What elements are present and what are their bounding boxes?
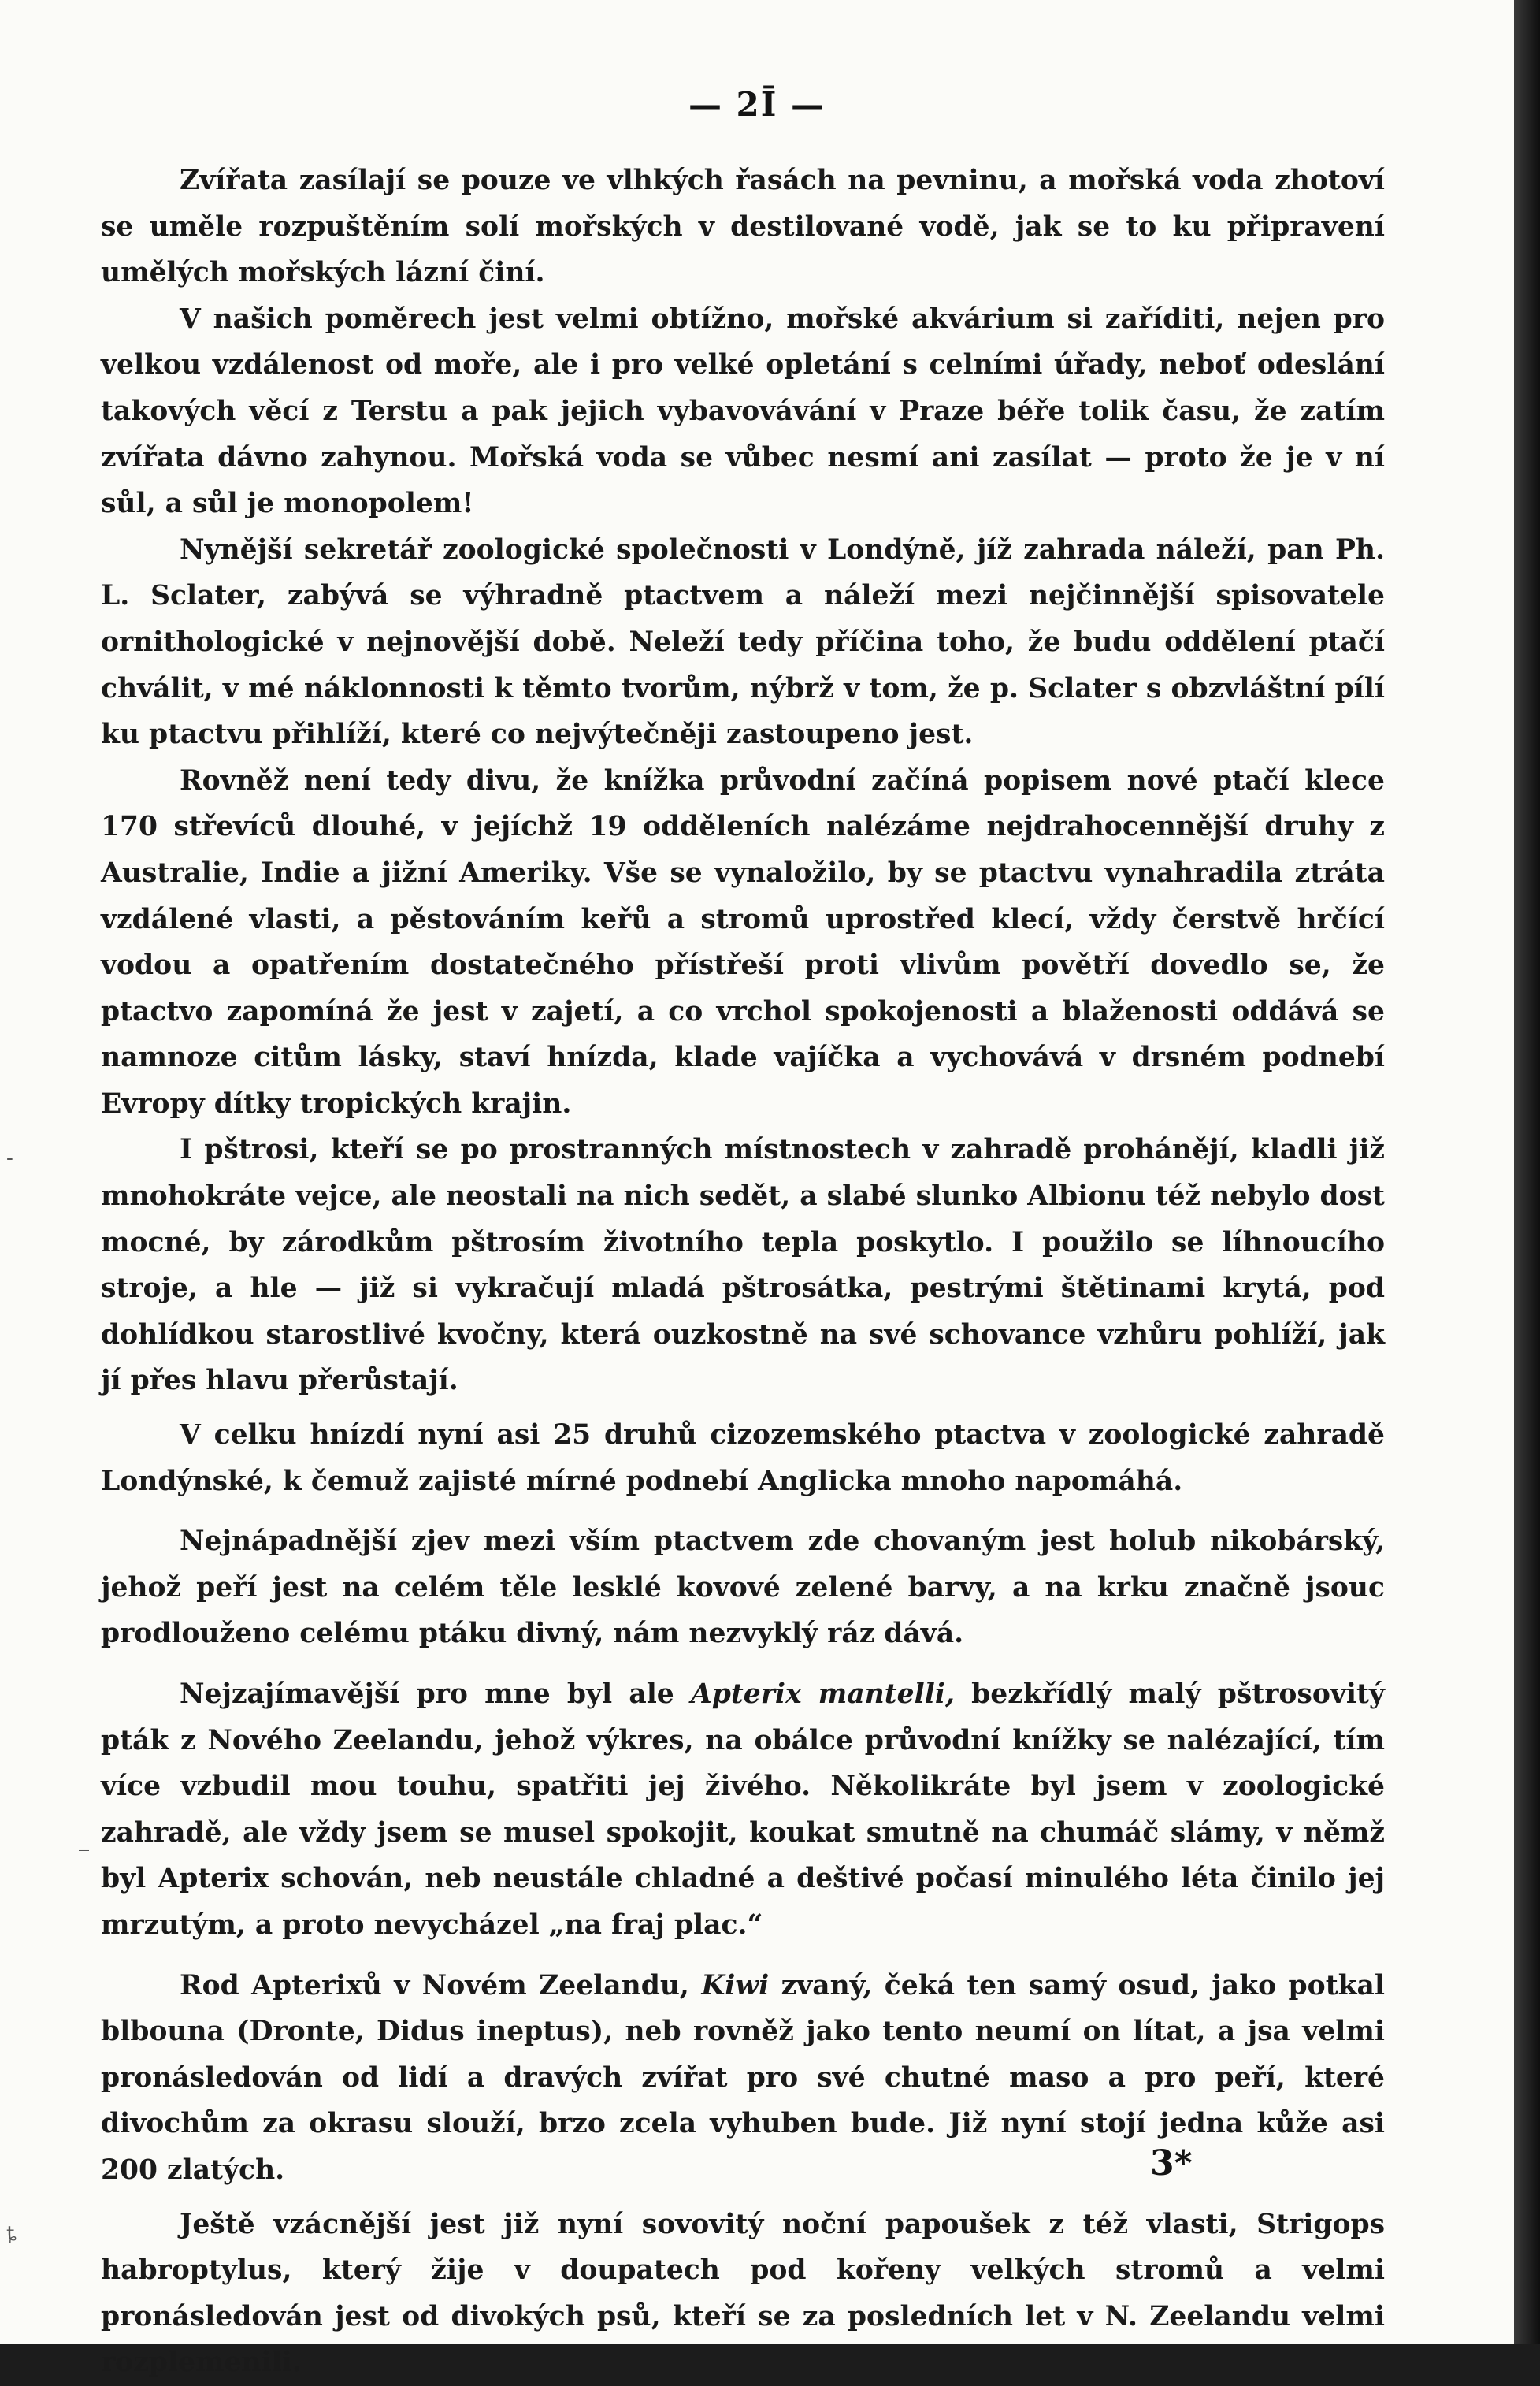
paragraph: Nejnápadnější zjev mezi vším ptactvem zde chovaným jest holub nikobárský, jehož peří jest na celém těle lesklé kovové zelené barvy, a na krku značně jsouc prodlouženo celému ptáku divný, nám nezvyklý ráz dává. (101, 1526, 1385, 1650)
italic-species-name: Apterix mantelli, (690, 1678, 955, 1710)
paragraph: Nynější sekretář zoologické společnosti v Londýně, jíž zahrada náleží, pan Ph. L. Sclater, zabývá se výhradně ptactvem a náleží mezi nejčinnější spisovatele ornithologické v nejnovější době. Neleží tedy příčina toho, že budu oddělení ptačí chválit, v mé náklonnosti k těmto tvorům, nýbrž v tom, že p. Sclater s obzvláštní pílí ku ptactvu přihlíží, které co nejvýtečněji zastoupeno jest. (101, 533, 1385, 751)
paragraph-text: Rod Apterixů v Novém Zeelandu, (180, 1969, 702, 2001)
margin-mark: _ (79, 1828, 89, 1852)
paragraph (101, 1671, 1385, 1949)
paragraph-text: Nejzajímavější pro mne byl ale (180, 1678, 691, 1710)
margin-mark: - (6, 1147, 13, 1170)
italic-species-name: Kiwi (701, 1969, 770, 2001)
paragraph: Zvířata zasílají se pouze ve vlhkých řasách na pevninu, a mořská voda zhotoví se uměle rozpuštěním solí mořských v destilované vodě, jak se to ku připravení umělých mořských lázní činí. (101, 165, 1385, 289)
paragraph: I pštrosi, kteří se po prostranných místnostech v zahradě prohánějí, kladli již mnohokráte vejce, ale neostali na nich sedět, a slabé slunko Albionu též nebylo dost mocné, by zárodkům pštrosím životního tepla poskytlo. I použilo se líhnoucího stroje, a hle — již si vykračují mladá pštrosátka, pestrými štětinami krytá, pod dohlídkou starostlivé kvočny, která ouzkostně na své schovance vzhůru pohlíží, jak jí přes hlavu přerůstají. (101, 1134, 1385, 1397)
page-edge-shadow (1514, 0, 1540, 2344)
signature-mark: 3* (1150, 2143, 1193, 2183)
paragraph: V našich poměrech jest velmi obtížno, mořské akvárium si zaříditi, nejen pro velkou vzdálenost od moře, ale i pro velké opletání s celními úřady, neboť odeslání takových věcí z Terstu a pak jejich vybavovávání v Praze béře tolik času, že zatím zvířata dávno zahynou. Mořská voda se vůbec nesmí ani zasílat — proto že je v ní sůl, a sůl je monopolem! (101, 303, 1385, 520)
paragraph-text: zvaný, čeká ten samý osud, jako potkal blbouna (Dronte, Didus ineptus), neb rovněž jako tento neumí on lítat, a jsa velmi pronásledován od lidí a dravých zvířat pro své chutné maso a pro peří, které divochům za okrasu slouží, brzo zcela vyhuben bude. Již nyní stojí jedna kůže asi 200 zlatých. (101, 1969, 1385, 2186)
paragraph: Ještě vzácnější jest již nyní sovovitý noční papoušek z též vlasti, Strigops habroptylus, který žije v doupatech pod kořeny velkých stromů a velmi pronásledován jest od divokých psů, kteří se za posledních let v N. Zeelandu velmi rozplemenili. (101, 2208, 1385, 2379)
margin-mark: ȶ (6, 2222, 17, 2246)
paragraph: V celku hnízdí nyní asi 25 druhů cizozemského ptactva v zoologické zahradě Londýnské, k čemuž zajisté mírné podnebí Anglicka mnoho napomáhá. (101, 1419, 1385, 1497)
paragraph-text: bezkřídlý malý pštrosovitý pták z Nového Zeelandu, jehož výkres, na obálce průvodní knížky se nalézající, tím více vzbudil mou touhu, spatřiti jej živého. Několikráte byl jsem v zoologické zahradě, ale vždy jsem se musel spokojit, koukat smutně na chumáč slámy, v němž byl Apterix schován, neb neustále chladné a deštivé počasí minulého léta činilo jej mrzutým, a proto nevycházel „na fraj plac.“ (101, 1678, 1385, 1941)
body-text (101, 158, 1385, 2386)
paragraph: Rovněž není tedy divu, že knížka průvodní začíná popisem nové ptačí klece 170 střevíců dlouhé, v jejíchž 19 odděleních nalézáme nejdrahocennější druhy z Australie, Indie a jižní Ameriky. Vše se vynaložilo, by se ptactvu vynahradila ztráta vzdálené vlasti, a pěstováním keřů a stromů uprostřed klecí, vždy čerstvě hrčící vodou a opatřením dostatečného přístřeší proti vlivům povětří dovedlo se, že ptactvo zapomíná že jest v zajetí, a co vrchol spokojenosti a blaženosti oddává se namnoze citům lásky, staví hnízda, klade vajíčka a vychovává v drsném podnebí Evropy dítky tropických krajin. (101, 764, 1385, 1120)
page-number-header: — 2Ī — (688, 85, 826, 124)
